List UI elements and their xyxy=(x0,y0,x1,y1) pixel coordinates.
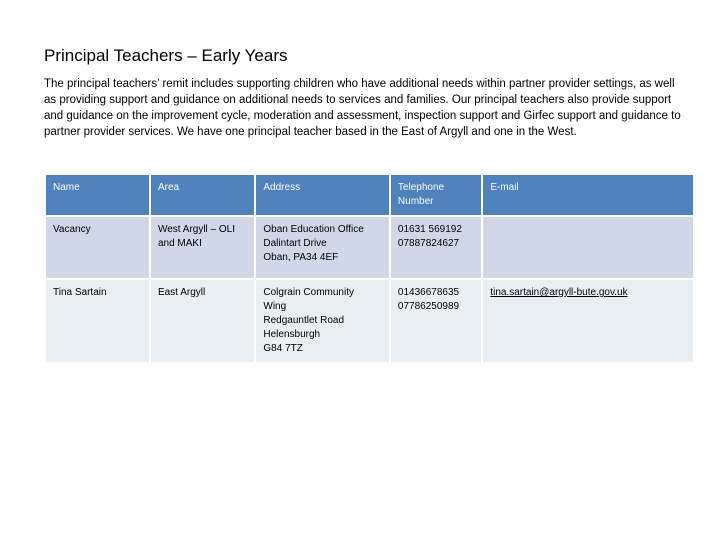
cell-address xyxy=(255,279,390,363)
cell-address-line: Redgauntlet Road xyxy=(263,315,345,326)
cell-address-line: Oban, PA34 4EF xyxy=(263,252,339,263)
table-header xyxy=(45,174,694,216)
cell-address-line: Wing xyxy=(263,301,287,312)
cell-telephone-line: 07786250989 xyxy=(397,301,460,312)
cell-telephone xyxy=(390,216,482,279)
cell-name: Tina Sartain xyxy=(45,279,150,363)
cell-area-line: and MAKI xyxy=(157,238,202,249)
cell-address-line: Colgrain Community xyxy=(263,287,354,298)
cell-area-line: West Argyll – OLI xyxy=(157,224,236,235)
cell-email xyxy=(482,216,694,279)
cell-address-line: Oban Education Office xyxy=(263,224,364,235)
header-telephone-line: Number xyxy=(397,196,434,207)
page-title: Principal Teachers – Early Years xyxy=(44,46,288,65)
cell-address-line: Dalintart Drive xyxy=(263,238,327,249)
cell-telephone-line: 01436678635 xyxy=(397,287,460,298)
cell-address-line: G84 7TZ xyxy=(263,343,303,354)
cell-area xyxy=(150,279,255,363)
header-telephone-line: Telephone xyxy=(397,182,445,193)
header-name: Name xyxy=(45,174,150,216)
table-row xyxy=(45,279,694,363)
table-header-row xyxy=(45,174,694,216)
principal-teachers-table xyxy=(44,173,695,364)
header-telephone xyxy=(390,174,482,216)
table-body xyxy=(45,216,694,363)
cell-name: Vacancy xyxy=(45,216,150,279)
header-area: Area xyxy=(150,174,255,216)
table-row xyxy=(45,216,694,279)
header-email: E-mail xyxy=(482,174,694,216)
header-address: Address xyxy=(255,174,390,216)
cell-address xyxy=(255,216,390,279)
cell-telephone-line: 07887824627 xyxy=(397,238,460,249)
cell-telephone-line: 01631 569192 xyxy=(397,224,462,235)
cell-area xyxy=(150,216,255,279)
cell-area-line: East Argyll xyxy=(157,287,206,298)
intro-paragraph: The principal teachers’ remit includes supporting children who have additional needs within partner provider settings, as well as providing support and guidance on additional needs to services and families. Our principal teachers also provide support and guidance on the improvement cycle, moderation and assessment, inspection support and Girfec support and guidance to partner provider services. We have one principal teacher based in the East of Argyll and one in the West. xyxy=(44,78,681,138)
cell-email xyxy=(482,279,694,363)
email-link[interactable]: tina.sartain@argyll-bute.gov.uk xyxy=(490,287,628,298)
cell-address-line: Helensburgh xyxy=(263,329,321,340)
cell-telephone xyxy=(390,279,482,363)
